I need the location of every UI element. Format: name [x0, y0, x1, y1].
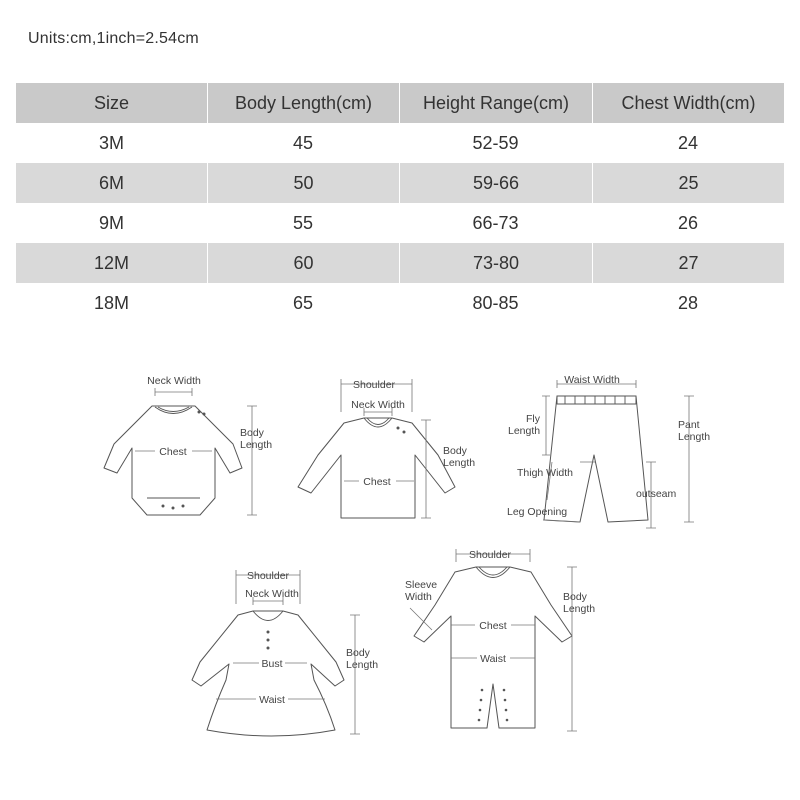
cell-body-length: 50 — [207, 163, 399, 203]
cell-height-range: 59-66 — [399, 163, 592, 203]
header-body-length: Body Length(cm) — [207, 83, 399, 123]
romper-diagram — [405, 549, 595, 731]
label-pant-length-1: Pant — [678, 419, 700, 431]
cell-height-range: 80-85 — [472, 292, 519, 313]
cell-size: 9M — [98, 212, 124, 233]
label-waist: Waist — [480, 653, 506, 665]
label-waist-width: Waist Width — [564, 374, 620, 386]
cell-body-length: 65 — [292, 292, 314, 313]
label-shoulder: Shoulder — [247, 570, 290, 582]
cell-chest-width: 24 — [677, 132, 699, 153]
bodysuit-diagram — [104, 375, 272, 515]
label-shoulder: Shoulder — [469, 549, 512, 561]
cell-height-range: 66-73 — [472, 212, 519, 233]
cell-size: 6M — [16, 163, 207, 203]
label-leg-opening: Leg Opening — [507, 506, 568, 518]
label-chest: Chest — [363, 476, 391, 488]
label-body-length-2: Length — [563, 603, 596, 615]
cell-body-length: 60 — [207, 243, 399, 283]
shirt-diagram — [298, 379, 475, 518]
label-body-length-2: Length — [346, 659, 379, 671]
cell-height-range: 52-59 — [472, 132, 519, 153]
label-shoulder: Shoulder — [353, 379, 396, 391]
dress-diagram — [192, 570, 378, 736]
label-waist: Waist — [259, 694, 285, 706]
header-size: Size — [16, 83, 207, 123]
cell-size: 18M — [93, 292, 129, 313]
label-neck-width: Neck Width — [147, 375, 201, 387]
label-chest: Chest — [159, 446, 187, 458]
label-thigh-width: Thigh Width — [517, 467, 574, 479]
cell-body-length: 55 — [292, 212, 314, 233]
cell-body-length: 45 — [292, 132, 314, 153]
label-outseam: outseam — [636, 488, 677, 500]
cell-height-range: 73-80 — [399, 243, 592, 283]
pants-diagram — [507, 374, 710, 528]
header-chest-width: Chest Width(cm) — [592, 83, 784, 123]
cell-chest-width: 28 — [677, 292, 699, 313]
label-neck-width: Neck Width — [351, 399, 405, 411]
label-body-length-1: Body — [443, 445, 467, 457]
label-body-length-1: Body — [240, 427, 264, 439]
cell-chest-width: 25 — [592, 163, 784, 203]
label-chest: Chest — [479, 620, 507, 632]
label-fly-length-1: Fly — [526, 413, 540, 425]
label-body-length-2: Length — [240, 439, 273, 451]
label-sleeve-width-2: Width — [405, 591, 432, 603]
label-pant-length-2: Length — [678, 431, 711, 443]
label-bust: Bust — [261, 658, 283, 670]
header-height-range: Height Range(cm) — [399, 83, 592, 123]
cell-size: 3M — [98, 132, 124, 153]
label-fly-length-2: Length — [508, 425, 541, 437]
label-body-length-1: Body — [346, 647, 370, 659]
cell-chest-width: 27 — [592, 243, 784, 283]
label-body-length-1: Body — [563, 591, 587, 603]
label-body-length-2: Length — [443, 457, 476, 469]
units-note: Units:cm,1inch=2.54cm — [28, 30, 199, 47]
label-sleeve-width-1: Sleeve — [405, 579, 438, 591]
cell-chest-width: 26 — [677, 212, 699, 233]
label-neck-width: Neck Width — [245, 588, 299, 600]
cell-size: 12M — [16, 243, 207, 283]
